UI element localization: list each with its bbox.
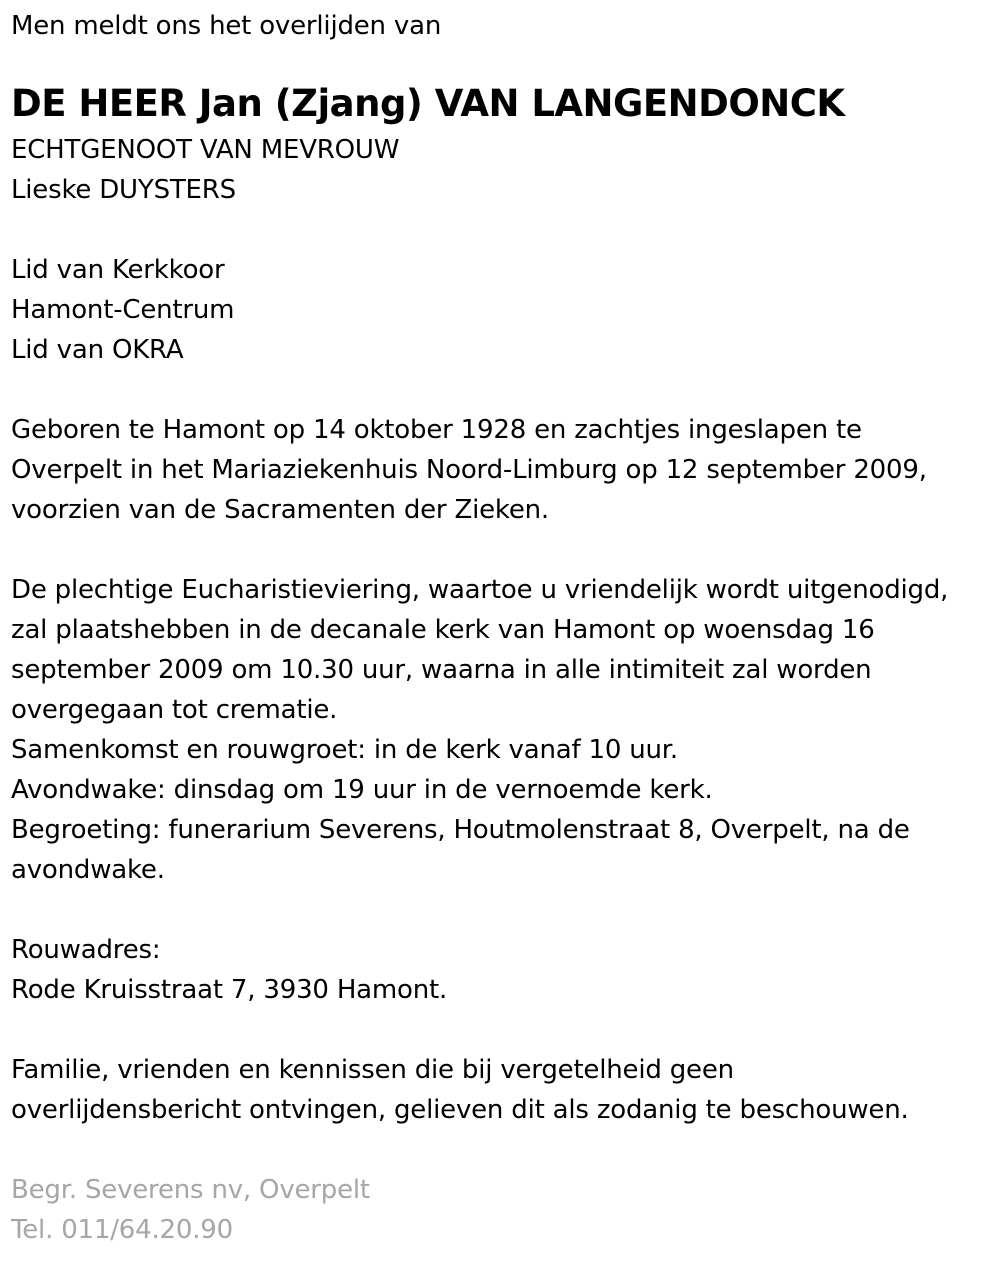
spouse-line-2: Lieske DUYSTERS — [11, 175, 236, 205]
paragraph-line: zal plaatshebben in de decanale kerk van Hamont op woensdag 16 — [11, 615, 875, 645]
membership-line: Lid van Kerkkoor — [11, 255, 225, 285]
memberships — [11, 250, 991, 370]
spacer — [11, 530, 991, 570]
membership-line: Lid van OKRA — [11, 335, 184, 365]
ceremony-paragraph — [11, 570, 991, 890]
paragraph-line: september 2009 om 10.30 uur, waarna in alle intimiteit zal worden — [11, 655, 872, 685]
footer-phone: Tel. 011/64.20.90 — [11, 1215, 233, 1245]
paragraph-line: Samenkomst en rouwgroet: in de kerk vanaf 10 uur. — [11, 735, 678, 765]
paragraph-line: Geboren te Hamont op 14 oktober 1928 en zachtjes ingeslapen te — [11, 415, 862, 445]
paragraph-line: overgegaan tot crematie. — [11, 695, 338, 725]
paragraph-line: overlijdensbericht ontvingen, gelieven dit als zodanig te beschouwen. — [11, 1095, 909, 1125]
paragraph-line: Overpelt in het Mariaziekenhuis Noord-Limburg op 12 september 2009, — [11, 455, 927, 485]
spacer — [11, 370, 991, 410]
address-label: Rouwadres: — [11, 935, 161, 965]
paragraph-line: voorzien van de Sacramenten der Zieken. — [11, 495, 549, 525]
paragraph-line: Avondwake: dinsdag om 19 uur in de vernoemde kerk. — [11, 775, 713, 805]
paragraph-line: Familie, vrienden en kennissen die bij vergetelheid geen — [11, 1055, 734, 1085]
spacer — [11, 1130, 991, 1170]
membership-line: Hamont-Centrum — [11, 295, 235, 325]
spacer — [11, 890, 991, 930]
intro-text: Men meldt ons het overlijden van — [11, 11, 442, 41]
spouse-line-1: ECHTGENOOT VAN MEVROUW — [11, 135, 400, 165]
footer-company: Begr. Severens nv, Overpelt — [11, 1175, 370, 1205]
spacer — [11, 1010, 991, 1050]
paragraph-line: avondwake. — [11, 855, 165, 885]
mourning-address — [11, 930, 991, 1010]
footer — [11, 1170, 991, 1250]
birth-death-paragraph — [11, 410, 991, 530]
closing-paragraph — [11, 1050, 991, 1130]
deceased-name: DE HEER Jan (Zjang) VAN LANGENDONCK — [11, 82, 845, 125]
paragraph-line: De plechtige Eucharistieviering, waartoe u vriendelijk wordt uitgenodigd, — [11, 575, 949, 605]
spacer — [11, 210, 991, 250]
address-value: Rode Kruisstraat 7, 3930 Hamont. — [11, 975, 448, 1005]
paragraph-line: Begroeting: funerarium Severens, Houtmolenstraat 8, Overpelt, na de — [11, 815, 910, 845]
